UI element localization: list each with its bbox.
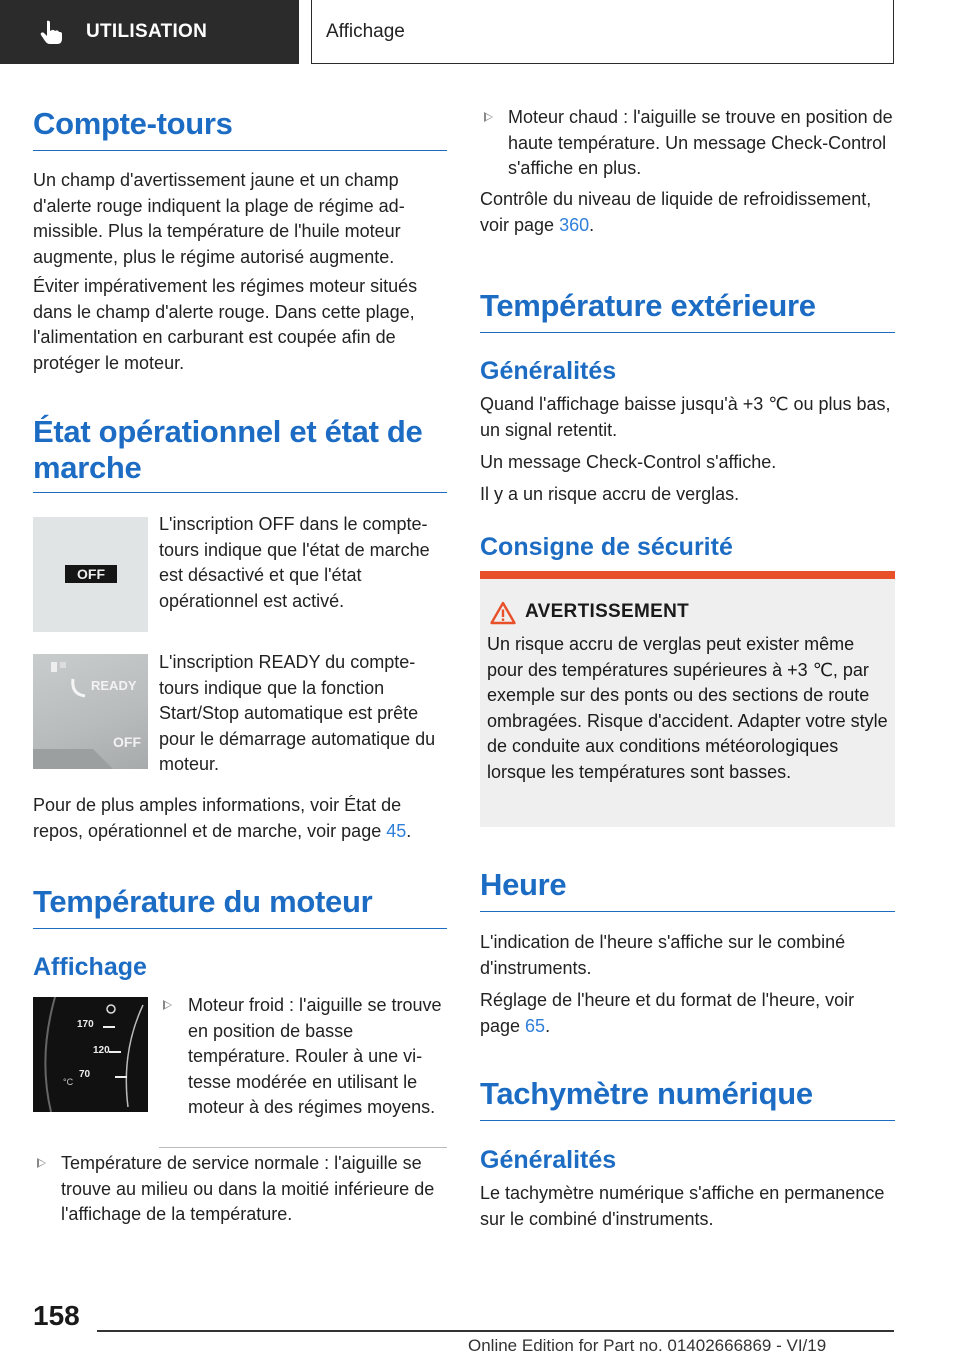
page-link-45[interactable]: 45 (386, 820, 407, 841)
ready-indicator-image (33, 654, 148, 769)
ready-badge: READY (91, 678, 137, 693)
bullet-triangle-icon (484, 112, 493, 122)
bullet-hot-engine: Moteur chaud : l'aiguille se trouve en position de haute température. Un message Check-Control s'affiche en plus. (484, 105, 895, 182)
warning-box (480, 571, 895, 827)
heading-outside-temp: Température extérieure (480, 288, 895, 333)
subheading-general-1: Généralités (480, 357, 617, 385)
gauge-label-120: 120 (93, 1045, 110, 1056)
ready-gauge-graphic (33, 654, 148, 769)
state-more-info: Pour de plus amples informations, voir État de repos, opérationnel et de marche, voir page 45. (33, 795, 412, 841)
speedo-paragraph-1: Le tachymètre numérique s'affiche en permanence sur le combiné d'instruments. (480, 1183, 885, 1229)
clock-paragraph-2: Réglage de l'heure et du format de l'heure, voir page 65. (480, 990, 855, 1036)
off-description: L'inscription OFF dans le compte-tours indique que l'état de marche est désactivé et que l'état opérationnel est activé. (159, 514, 430, 611)
temp-gauge-image (33, 997, 148, 1112)
bullet-cold-engine: Moteur froid : l'aiguille se trouve en position de basse température. Rouler à une vitesse modérée en utilisant le moteur à des régimes moyens. (163, 993, 447, 1121)
subheading-display: Affichage (33, 953, 147, 981)
warning-triangle-icon (490, 601, 516, 625)
page-link-65[interactable]: 65 (525, 1015, 546, 1036)
heading-operational-state: État opérationnel et état de marche (33, 414, 447, 493)
page-number: 158 (33, 1300, 80, 1331)
gauge-label-170: 170 (77, 1019, 94, 1030)
off-badge-small: OFF (113, 734, 141, 750)
rev-paragraph-2: Éviter impérativement les régimes moteur situés dans le champ d'alerte rouge. Dans cette plage, l'alimentation en carburant est coupée afin de protéger le moteur. (33, 276, 418, 373)
page-link-360[interactable]: 360 (559, 214, 590, 235)
off-indicator-image (33, 517, 148, 632)
coolant-reference: Contrôle du niveau de liquide de refroidissement, voir page 360. (480, 189, 872, 235)
warning-text: Un risque accru de verglas peut exister même pour des températures supérieures à +3 ℃, par exemple sur des ponts ou des sections de route ombragées. Risque d'accident. Adapter votre style de conduite aux conditions météorologiques lorsque les températures sont basses. (487, 634, 888, 782)
subsection-label: Affichage (326, 20, 405, 42)
subheading-safety: Consigne de sécurité (480, 533, 733, 561)
temp-gauge-graphic (33, 997, 148, 1112)
footer-rule (97, 1330, 894, 1332)
gauge-unit: °C (63, 1077, 74, 1087)
gauge-label-70: 70 (79, 1069, 91, 1080)
ext-paragraph-3: Il y a un risque accru de verglas. (480, 484, 740, 504)
bullet-triangle-icon (163, 1000, 172, 1010)
subsection-box (311, 0, 894, 64)
heading-engine-temp: Température du moteur (33, 884, 447, 929)
rev-paragraph-1: Un champ d'avertissement jaune et un champ d'alerte rouge indiquent la plage de régime admissible. Plus la température de l'huile moteur augmente, plus le régime autorisé augmente. (33, 170, 405, 267)
ext-paragraph-2: Un message Check-Control s'affiche. (480, 452, 777, 472)
warning-bar (480, 571, 895, 579)
hand-pointer-icon (38, 19, 64, 45)
subheading-general-2: Généralités (480, 1146, 617, 1174)
section-label: UTILISATION (86, 21, 208, 42)
clock-paragraph-1: L'indication de l'heure s'affiche sur le combiné d'instruments. (480, 932, 846, 978)
ready-description: L'inscription READY du compte-tours indique que la fonction Start/Stop automatique est prête pour le démarrage automatique du moteur. (159, 652, 436, 774)
warning-title: AVERTISSEMENT (525, 601, 690, 622)
heading-digital-speedometer: Tachymètre numérique (480, 1076, 895, 1121)
heading-clock: Heure (480, 867, 895, 912)
edition-footer: Online Edition for Part no. 01402666869 - VI/19 (468, 1336, 827, 1355)
ext-paragraph-1: Quand l'affichage baisse jusqu'à +3 ℃ ou plus bas, un signal retentit. (480, 394, 891, 440)
off-badge: OFF (65, 565, 117, 583)
section-tab (0, 0, 299, 64)
bullet-divider (159, 1147, 447, 1148)
bullet-normal-temp: Température de service normale : l'aiguille se trouve au milieu ou dans la moitié inférieure de l'affichage de la température. (37, 1151, 447, 1228)
heading-rev-counter: Compte-tours (33, 106, 447, 151)
bullet-triangle-icon (37, 1158, 46, 1168)
